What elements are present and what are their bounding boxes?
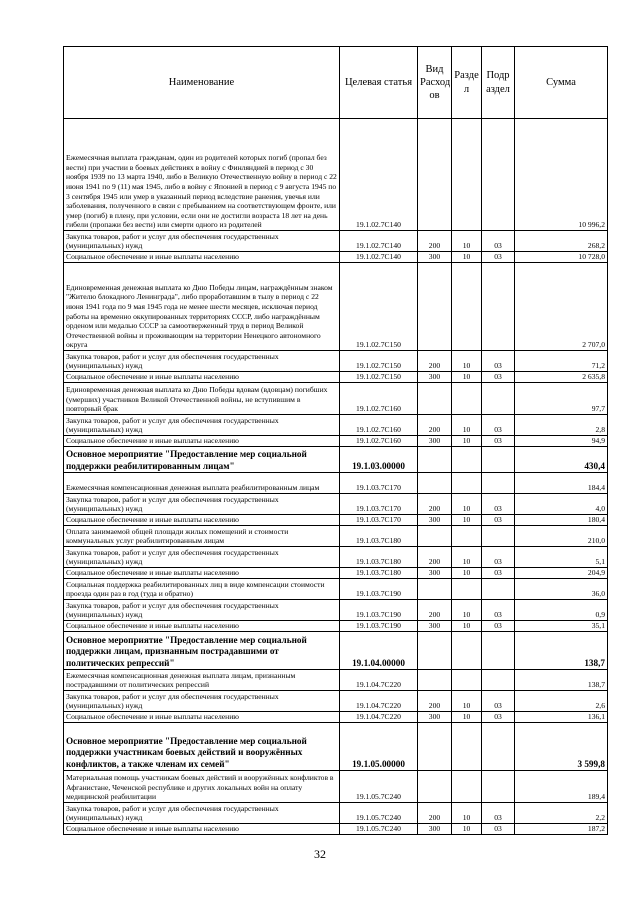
expense-type: 300 — [418, 436, 452, 447]
row-sum: 210,0 — [515, 526, 608, 547]
header-sum: Сумма — [515, 47, 608, 119]
expense-type: 300 — [418, 568, 452, 579]
subsection-code: 03 — [482, 515, 515, 526]
target-code: 19.1.02.7С140 — [340, 119, 418, 231]
row-name: Ежемесячная выплата гражданам, один из родителей которых погиб (пропал без вести) при участии в боевых действиях в войну с Финляндией в период с 30 ноября 1939 по 13 марта 1940, либо в Великую Отечественную войну в период с 22 июня 1941 по 9 (11) мая 1945, либо в войну с Японией в период с 9 августа 1945 по 3 сентября 1945 или умер в указанный период вследствие ранения, увечья или заболевания, полученного в связи с пребыванием на соответствующем фронте, или умер (погиб) в плену, при условии, если они не достигли возраста 18 лет на день гибели (пропажи без вести) или смерти одного из родителей — [64, 119, 340, 231]
subsection-code: 03 — [482, 691, 515, 712]
section-code: 10 — [452, 691, 482, 712]
section-code: 10 — [452, 252, 482, 263]
row-sum: 71,2 — [515, 351, 608, 372]
table-row — [64, 579, 608, 600]
row-sum: 2,2 — [515, 803, 608, 824]
row-sum: 430,4 — [515, 447, 608, 473]
expense-type: 300 — [418, 515, 452, 526]
row-name: Основное мероприятие "Предоставление мер социальной поддержки лицам, признанным пострадавшими от политических репрессий" — [64, 632, 340, 670]
expense-type: 300 — [418, 252, 452, 263]
target-code: 19.1.02.7С150 — [340, 263, 418, 351]
table-row — [64, 771, 608, 803]
row-name: Социальное обеспечение и иные выплаты населению — [64, 436, 340, 447]
section-code: 10 — [452, 824, 482, 835]
target-code: 19.1.03.7С170 — [340, 494, 418, 515]
row-name: Ежемесячная компенсационная денежная выплата лицам, признанным пострадавшими от политических репрессий — [64, 670, 340, 691]
row-sum: 3 599,8 — [515, 723, 608, 771]
subsection-code — [482, 723, 515, 771]
subsection-code: 03 — [482, 436, 515, 447]
header-row — [64, 47, 608, 119]
row-sum: 180,4 — [515, 515, 608, 526]
expense-type: 300 — [418, 621, 452, 632]
row-sum: 2 707,0 — [515, 263, 608, 351]
table-row — [64, 670, 608, 691]
row-name: Оплата занимаемой общей площади жилых помещений и стоимости коммунальных услуг реабилитированным лицам — [64, 526, 340, 547]
expense-type — [418, 771, 452, 803]
row-sum: 187,2 — [515, 824, 608, 835]
section-code: 10 — [452, 803, 482, 824]
header-name: Наименование — [64, 47, 340, 119]
row-name: Социальное обеспечение и иные выплаты населению — [64, 372, 340, 383]
section-code — [452, 263, 482, 351]
row-sum: 204,9 — [515, 568, 608, 579]
target-code: 19.1.03.7С180 — [340, 568, 418, 579]
table-row — [64, 691, 608, 712]
subsection-code — [482, 119, 515, 231]
row-sum: 189,4 — [515, 771, 608, 803]
target-code: 19.1.04.7С220 — [340, 691, 418, 712]
row-name: Социальная поддержка реабилитированных лиц в виде компенсации стоимости проезда один раз в год (туда и обратно) — [64, 579, 340, 600]
main-activity-row — [64, 632, 608, 670]
target-code: 19.1.03.7С180 — [340, 526, 418, 547]
row-name: Социальное обеспечение и иные выплаты населению — [64, 252, 340, 263]
table-row — [64, 803, 608, 824]
section-code: 10 — [452, 436, 482, 447]
main-activity-row — [64, 447, 608, 473]
expense-type: 200 — [418, 494, 452, 515]
target-code: 19.1.02.7С140 — [340, 231, 418, 252]
target-code: 19.1.03.7С180 — [340, 547, 418, 568]
subsection-code — [482, 579, 515, 600]
row-name: Закупка товаров, работ и услуг для обеспечения государственных (муниципальных) нужд — [64, 415, 340, 436]
target-code: 19.1.02.7С160 — [340, 436, 418, 447]
subsection-code: 03 — [482, 621, 515, 632]
expense-type — [418, 119, 452, 231]
section-code — [452, 632, 482, 670]
target-code: 19.1.05.00000 — [340, 723, 418, 771]
table-row — [64, 436, 608, 447]
target-code: 19.1.05.7С240 — [340, 771, 418, 803]
row-sum: 184,4 — [515, 473, 608, 494]
expense-type: 300 — [418, 824, 452, 835]
table-body — [64, 119, 608, 835]
expense-type: 300 — [418, 372, 452, 383]
table-row — [64, 515, 608, 526]
row-sum: 94,9 — [515, 436, 608, 447]
target-code: 19.1.03.7С190 — [340, 579, 418, 600]
section-code — [452, 579, 482, 600]
table-row — [64, 383, 608, 415]
target-code: 19.1.02.7С140 — [340, 252, 418, 263]
table-row — [64, 526, 608, 547]
section-code: 10 — [452, 231, 482, 252]
subsection-code — [482, 632, 515, 670]
expense-type — [418, 632, 452, 670]
table-row — [64, 263, 608, 351]
subsection-code: 03 — [482, 803, 515, 824]
row-name: Социальное обеспечение и иные выплаты населению — [64, 824, 340, 835]
row-name: Основное мероприятие "Предоставление мер социальной поддержки участникам боевых действий и вооружённых конфликтов, а также членам их семей" — [64, 723, 340, 771]
section-code — [452, 473, 482, 494]
expense-type: 200 — [418, 351, 452, 372]
subsection-code: 03 — [482, 547, 515, 568]
expense-type — [418, 723, 452, 771]
budget-document — [63, 46, 607, 835]
section-code: 10 — [452, 712, 482, 723]
table-row — [64, 494, 608, 515]
table-row — [64, 231, 608, 252]
target-code: 19.1.04.7С220 — [340, 670, 418, 691]
expense-type: 200 — [418, 415, 452, 436]
section-code: 10 — [452, 515, 482, 526]
row-name: Единовременная денежная выплата ко Дню Победы вдовам (вдовцам) погибших (умерших) участников Великой Отечественной войны, не вступившим в повторный брак — [64, 383, 340, 415]
table-row — [64, 351, 608, 372]
row-sum: 36,0 — [515, 579, 608, 600]
section-code: 10 — [452, 600, 482, 621]
row-sum: 138,7 — [515, 632, 608, 670]
row-sum: 268,2 — [515, 231, 608, 252]
section-code: 10 — [452, 547, 482, 568]
expense-type — [418, 473, 452, 494]
subsection-code: 03 — [482, 372, 515, 383]
row-name: Социальное обеспечение и иные выплаты населению — [64, 568, 340, 579]
table-row — [64, 568, 608, 579]
budget-table — [63, 46, 608, 835]
target-code: 19.1.04.00000 — [340, 632, 418, 670]
page-number: 32 — [314, 847, 326, 861]
row-sum: 35,1 — [515, 621, 608, 632]
row-name: Социальное обеспечение и иные выплаты населению — [64, 712, 340, 723]
target-code: 19.1.05.7С240 — [340, 803, 418, 824]
table-row — [64, 415, 608, 436]
target-code: 19.1.03.7С190 — [340, 621, 418, 632]
subsection-code: 03 — [482, 351, 515, 372]
target-code: 19.1.05.7С240 — [340, 824, 418, 835]
header-subsection: Подр аздел — [482, 47, 515, 119]
section-code — [452, 119, 482, 231]
section-code — [452, 383, 482, 415]
target-code: 19.1.04.7С220 — [340, 712, 418, 723]
expense-type: 200 — [418, 600, 452, 621]
target-code: 19.1.03.00000 — [340, 447, 418, 473]
section-code: 10 — [452, 415, 482, 436]
target-code: 19.1.02.7С150 — [340, 351, 418, 372]
header-target: Целевая статья — [340, 47, 418, 119]
table-row — [64, 712, 608, 723]
section-code: 10 — [452, 494, 482, 515]
row-sum: 4,0 — [515, 494, 608, 515]
expense-type — [418, 383, 452, 415]
target-code: 19.1.02.7С150 — [340, 372, 418, 383]
row-name: Единовременная денежная выплата ко Дню Победы лицам, награждённым знаком "Жителю блокадного Ленинграда", либо проработавшим в тылу в период с 22 июня 1941 года по 9 мая 1945 года не менее шести месяцев, исключая период работы на временно оккупированных территориях СССР, либо награждённым орденом или медалью СССР за самоотверженный труд в период Великой Отечественной войны и проживающим на территории Ненецкого автономного округа — [64, 263, 340, 351]
subsection-code: 03 — [482, 824, 515, 835]
section-code — [452, 723, 482, 771]
expense-type — [418, 263, 452, 351]
expense-type — [418, 526, 452, 547]
header-expense-type: Вид Расход ов — [418, 47, 452, 119]
table-row — [64, 473, 608, 494]
target-code: 19.1.03.7С170 — [340, 515, 418, 526]
row-sum: 10 996,2 — [515, 119, 608, 231]
row-name: Ежемесячная компенсационная денежная выплата реабилитированным лицам — [64, 473, 340, 494]
row-sum: 2,6 — [515, 691, 608, 712]
subsection-code: 03 — [482, 600, 515, 621]
section-code: 10 — [452, 621, 482, 632]
row-sum: 136,1 — [515, 712, 608, 723]
section-code — [452, 670, 482, 691]
section-code — [452, 447, 482, 473]
subsection-code — [482, 771, 515, 803]
row-name: Закупка товаров, работ и услуг для обеспечения государственных (муниципальных) нужд — [64, 691, 340, 712]
row-name: Основное мероприятие "Предоставление мер социальной поддержки реабилитированным лицам" — [64, 447, 340, 473]
subsection-code: 03 — [482, 252, 515, 263]
subsection-code: 03 — [482, 568, 515, 579]
section-code: 10 — [452, 351, 482, 372]
row-sum: 10 728,0 — [515, 252, 608, 263]
subsection-code — [482, 383, 515, 415]
header-section: Разде л — [452, 47, 482, 119]
row-name: Закупка товаров, работ и услуг для обеспечения государственных (муниципальных) нужд — [64, 494, 340, 515]
expense-type: 200 — [418, 691, 452, 712]
row-name: Социальное обеспечение и иные выплаты населению — [64, 515, 340, 526]
row-sum: 97,7 — [515, 383, 608, 415]
row-name: Закупка товаров, работ и услуг для обеспечения государственных (муниципальных) нужд — [64, 351, 340, 372]
table-row — [64, 600, 608, 621]
row-sum: 138,7 — [515, 670, 608, 691]
section-code — [452, 526, 482, 547]
target-code: 19.1.02.7С160 — [340, 383, 418, 415]
subsection-code — [482, 473, 515, 494]
target-code: 19.1.03.7С190 — [340, 600, 418, 621]
row-sum: 5,1 — [515, 547, 608, 568]
section-code: 10 — [452, 372, 482, 383]
table-row — [64, 372, 608, 383]
expense-type: 200 — [418, 803, 452, 824]
row-name: Закупка товаров, работ и услуг для обеспечения государственных (муниципальных) нужд — [64, 231, 340, 252]
subsection-code: 03 — [482, 494, 515, 515]
expense-type — [418, 579, 452, 600]
expense-type — [418, 447, 452, 473]
main-activity-row — [64, 723, 608, 771]
subsection-code: 03 — [482, 415, 515, 436]
row-sum: 0,9 — [515, 600, 608, 621]
row-name: Закупка товаров, работ и услуг для обеспечения государственных (муниципальных) нужд — [64, 600, 340, 621]
table-row — [64, 252, 608, 263]
row-name: Закупка товаров, работ и услуг для обеспечения государственных (муниципальных) нужд — [64, 547, 340, 568]
row-name: Материальная помощь участникам боевых действий и вооружённых конфликтов в Афганистане, Чеченской республике и других локальных войн на оплату медицинской реабилитации — [64, 771, 340, 803]
target-code: 19.1.03.7С170 — [340, 473, 418, 494]
subsection-code — [482, 526, 515, 547]
row-sum: 2 635,8 — [515, 372, 608, 383]
section-code: 10 — [452, 568, 482, 579]
subsection-code — [482, 670, 515, 691]
subsection-code: 03 — [482, 712, 515, 723]
expense-type — [418, 670, 452, 691]
row-name: Закупка товаров, работ и услуг для обеспечения государственных (муниципальных) нужд — [64, 803, 340, 824]
row-name: Социальное обеспечение и иные выплаты населению — [64, 621, 340, 632]
expense-type: 300 — [418, 712, 452, 723]
row-sum: 2,8 — [515, 415, 608, 436]
table-row — [64, 547, 608, 568]
table-row — [64, 824, 608, 835]
target-code: 19.1.02.7С160 — [340, 415, 418, 436]
table-row — [64, 621, 608, 632]
subsection-code — [482, 447, 515, 473]
expense-type: 200 — [418, 547, 452, 568]
table-row — [64, 119, 608, 231]
expense-type: 200 — [418, 231, 452, 252]
subsection-code: 03 — [482, 231, 515, 252]
subsection-code — [482, 263, 515, 351]
section-code — [452, 771, 482, 803]
